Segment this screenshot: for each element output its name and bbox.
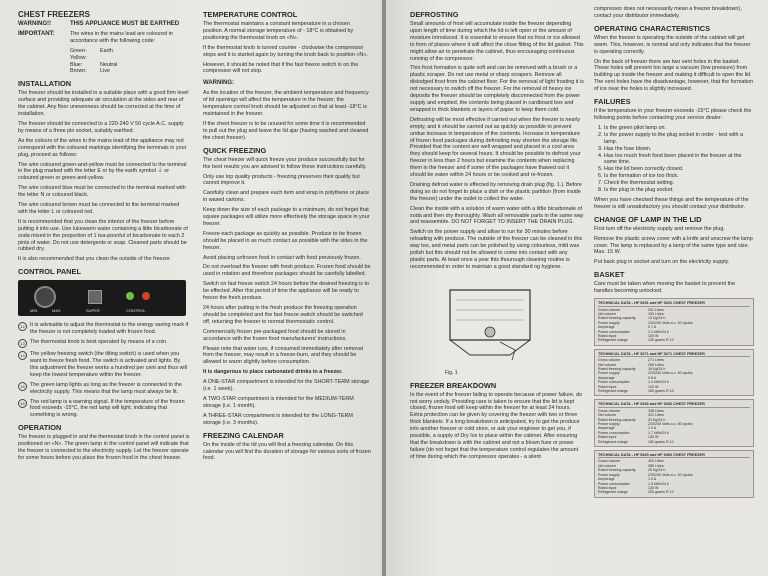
failure-item: 6. Is the formation of ice too thick. xyxy=(604,173,754,180)
spec-value: 120 W xyxy=(648,384,659,389)
failure-item: 8. Is the plug in the plug socket. xyxy=(604,187,754,194)
lamp-paragraph: Remove the plastic screw cover with a knife and unscrew the lamp cover. The lamp is replaced by a lamp of the same type and size. Max. 15 W. xyxy=(594,235,753,256)
failure-item: 2. Is the power supply to the plug socket in order - test with a lamp. xyxy=(604,132,754,146)
installation-paragraph: The freezer should be installed in a suitable place with a good firm level surface and providing adequate air circulation at the sides and rear of the cabinet. Any floor unevenness should be corrected at the time of installation. xyxy=(18,90,189,118)
installation-paragraph: The wire coloured brown must be connected to the terminal marked with the letter L or coloured red. xyxy=(18,202,180,215)
defrost-paragraph: Small amounts of frost will accumulate inside the freezer depending upon length of time during which the lid is left open or the amount of moisture introduced. It is essential to ensure that no frost or ice allowed to form of places where it will affect the close fitting of the lid gasket. This might allow air to penetrate the cabinet, thus encouraging continuous running of the compressor. xyxy=(410,21,584,62)
spec-label: Gross volume xyxy=(598,358,621,363)
spec-value: 23 Kg/24 h xyxy=(648,417,666,422)
technical-data-tables xyxy=(594,298,754,498)
spec-label: Refrigerant charge xyxy=(598,439,628,444)
spec-value: 1.9 kWh/24 h xyxy=(648,481,670,486)
operating-paragraph: On the back of freezer there are two vent holes in the basket. These holes will prevent too large a vacuum (low pressure) from building up inside the freezer and making it difficult to open the lid. The vent holes have the disadvantage, however, that the formation of ice near the holes is slightly increased. xyxy=(594,58,754,93)
right-column-1 xyxy=(410,6,584,464)
lamp-paragraph: First turn off the electricity supply and remove the plug. xyxy=(594,225,725,232)
note-text: It is advisable to adjust the thermostat to the energy saving mark if the freezer is not completely loaded with frozen food. xyxy=(30,322,189,336)
temp-paragraph: If the thermostat knob is turned counter - clockwise the compressor stops and it is started again by turning the knob back to position «N». xyxy=(203,44,368,58)
spec-value: 1.0 A xyxy=(648,477,657,482)
continued-text: compressor does not necessarily mean a freezer breakdown), contact your distributor immediately. xyxy=(594,6,742,19)
spec-value: 220/240 Volts a.c. 50 cycles xyxy=(648,422,693,427)
failure-item: 3. Has the fuse blown. xyxy=(604,146,754,153)
note-text: The yellow freezing switch (the tilting switch) is used when you want to freeze fresh food. The switch is activated and lights. By this adjustment the freezer works a hundred per cent and thus will keep the lowest temperature within the freezer. xyxy=(30,351,188,378)
warning-label: WARNING!! xyxy=(18,21,51,27)
spec-label: Power supply xyxy=(598,320,620,325)
note-text: The red lamp is a warning signal. If the temperature of the frozen food exceeds -15°C, the red lamp will light, indicating that something is wrong. xyxy=(30,398,185,419)
numbered-note xyxy=(18,351,190,379)
technical-data-table xyxy=(594,450,754,498)
spec-label: Power supply xyxy=(598,371,620,376)
defrost-paragraph: Switch on the power supply and allow to run for 30 minutes before reloading with produce. The outside of the freezer can be cleaned in this way too, and metal parts can be polished by using colourless, mild wax polish but this should not be allowed to come into contact with any plastic parts. At least once a year this thourough cleaning routine is recommended in order to maintain a good standard og hygiene. xyxy=(410,229,583,270)
note-number: 16 xyxy=(18,399,27,408)
document-title: CHEST FREEZERS xyxy=(18,10,91,19)
warning-paragraph: If the chest freezer is to be unused for some time it is recommended to pull out the plug and leave the lid ajar (having washed and cleaned the chest freezer). xyxy=(203,120,369,141)
spec-value: 322 Litres xyxy=(648,413,664,418)
spec-value: 18 Kg/24 h xyxy=(648,366,666,371)
spec-value: 1.4 kWh/24 h xyxy=(648,380,670,385)
spec-label: Power consumption xyxy=(598,430,630,435)
spec-label: Power consumption xyxy=(598,481,630,486)
spec-value: 130 grams R 12 xyxy=(648,338,674,343)
spec-label: Rated input xyxy=(598,384,617,389)
spec-label: Net volume xyxy=(598,362,617,367)
spec-value: 0.8 A xyxy=(648,375,657,380)
spec-value: 220/240 Volts a.c. 50 cycles xyxy=(648,472,693,477)
spec-value: 336 Litres xyxy=(648,408,664,413)
breakdown-text: In the event of the freezer failing to operate because of power failure, do not worry unduly. Providing care is taken to ensure that the lid is kept closed, frozen food will keep within the freezer for at least 24 hours. Extra protection can be given by covering the freezer with two or three thick blankets. If a long breakdown is anticipated, try to get the produce into another freezer or cold store, or ask your engineer to get you, if possible, a supply of Dry Ice to place within the cabinet. After ensuring that the breakdown is with the cabinet and not a blown fuse or power failure (do not forget that the temperature control regulates the amount of time during which the compressor operates - a silent xyxy=(410,391,583,460)
thermostat-knob-icon xyxy=(34,286,56,308)
spec-label: Rated input xyxy=(598,333,617,338)
numbered-note xyxy=(18,322,190,336)
failure-item: 1. Is the green pilot lamp on. xyxy=(604,125,754,132)
note-number: 12 xyxy=(18,322,27,331)
spec-label: Amperage xyxy=(598,325,615,330)
spec-value: 220/240 Volts a.c. 50 cycles xyxy=(648,371,693,376)
failure-item: 5. Has the lid been correctly closed. xyxy=(604,166,754,173)
spec-value: 26 Kg/24 h xyxy=(648,468,666,473)
spec-label: Refrigerant charge xyxy=(598,490,628,495)
left-column-1 xyxy=(18,6,190,465)
note-text: The thermostat knob is best operated by means of a coin. xyxy=(30,339,168,346)
failures-list xyxy=(604,125,754,194)
technical-data-title: TECHNICAL DATA - HF 5271 and HF 5271 CHEST FREEZER xyxy=(598,352,750,357)
operating-characteristics-heading: OPERATING CHARACTERISTICS xyxy=(594,23,711,33)
spec-label: Amperage xyxy=(598,477,615,482)
spec-value: 271 Litres xyxy=(648,358,664,363)
lamp-change-heading: CHANGE OF LAMP IN THE LID xyxy=(594,214,702,224)
warning-paragraph: As the location of the freezer, the ambient temperature and frequency of lid openings will affect the temperature in the freezer, the temperature control knob should be adjusted so that at least -18°C is maintained in the freezer. xyxy=(203,90,369,118)
spec-value: 105 W xyxy=(648,333,659,338)
installation-paragraph: The wire coloured blue must be connected to the terminal marked with the letter N or coloured black. xyxy=(18,185,186,199)
wire-name: Live xyxy=(100,68,110,75)
right-page xyxy=(386,0,768,576)
note-number: 15 xyxy=(18,382,27,391)
spec-label: Rated input xyxy=(598,435,617,440)
installation-paragraph: It is recommended that you clean the interior of the freezer before putting it into use. Use lukewarm water containing a little bicarbonate of soda mixed in the proportion of 1 tea-poonful of bicarbonate to each 2 pints of water. Do not use detergents or soap. Cleaned parts should be rubbed dry. xyxy=(18,218,188,253)
defrost-paragraph: Draining defrost water is effected by removing drain plug (fig. 1.). Before doing so do not forget to place a dish or the plastic partition (from inside the freezer) under the outlet to collect the water. xyxy=(410,181,582,202)
quick-paragraph: Switch on fast freeze switch 24 hours before the desired freezing is to be effected. After this period of time the appliance will be ready to freeze the fresh produce. xyxy=(203,281,369,302)
wire-name: Neutral xyxy=(100,61,118,68)
spec-value: 220/240 Volts a.c. 50 cycles xyxy=(648,320,693,325)
technical-data-table xyxy=(594,298,754,346)
note-text: The green lamp lights as long as the freezer is connected to the electricity supply. This means that the lamp must always be lit. xyxy=(30,381,182,395)
lamp-paragraph: Put back plug in socket and turn on the electricity supply. xyxy=(594,259,730,266)
warning-row xyxy=(18,21,190,28)
spec-value: 160 grams R 12 xyxy=(648,389,674,393)
spec-label: Rated freezing capacity xyxy=(598,468,636,473)
quick-paragraph: Avoid placing unfrozen food in contact with food previously frozen. xyxy=(203,254,361,261)
spec-label: Rated input xyxy=(598,485,617,490)
panel-label: CONTROL xyxy=(126,308,146,314)
basket-heading: BASKET xyxy=(594,270,625,280)
temp-paragraph: The thermostat maintains a constant temperature in a chosen position. A normal storage temperature of - 18°C is obtained by positioning the thermostat knob on «N». xyxy=(203,21,354,41)
spec-label: Power consumption xyxy=(598,329,630,334)
failure-item: 4. Has too much fresh food been placed in the freezer at the same time. xyxy=(604,153,754,167)
note-number: 13 xyxy=(18,339,27,348)
spec-value: 190 Litres xyxy=(648,311,664,316)
technical-data-row xyxy=(598,389,750,393)
spec-label: Rated freezing capacity xyxy=(598,366,636,371)
quick-paragraph: Do not overload the freezer with fresh produce. Frozen food should be used in rotation and therefore packages should be carefully labelled. xyxy=(203,264,371,278)
technical-data-row xyxy=(598,338,750,342)
spec-value: 385 Litres xyxy=(648,463,664,468)
technical-data-title: TECHNICAL DATA - HF 5400 and HF 5400 CHEST FREEZER xyxy=(598,453,750,458)
note-number: 14 xyxy=(18,351,27,360)
failures-intro: If the temperature in your freezer exceeds -15°C please check the following points before contacting your service dealer: xyxy=(594,108,752,121)
quick-paragraph: Only use top quality products - freezing preserves their quality but cannot improve it. xyxy=(203,173,360,187)
installation-heading: INSTALLATION xyxy=(18,79,72,89)
quick-paragraph: Carefully clean and prepare each item and wrap in polythene or place in waxed cartons. xyxy=(203,190,370,204)
spec-value: 1.0 A xyxy=(648,426,657,431)
warning-heading: WARNING: xyxy=(203,80,234,87)
technical-data-table xyxy=(594,349,754,397)
quick-paragraph: Freeze each package as quickly as possible. Produce to be frozen should be placed in as much contact as possible with the sides in the freezer. xyxy=(203,230,368,251)
spec-label: Net volume xyxy=(598,413,617,418)
left-column-2 xyxy=(203,6,371,465)
spec-label: Gross volume xyxy=(598,408,621,413)
defrost-paragraph: Clean the inside with a solution of warm water with a little bicarbonate of soda and then dry thoroughly. Wash all removable parts in the same way and reassemble. DO NOT FORGET TO INSERT THE DRAIN PLUG. xyxy=(410,205,584,226)
spec-value: 1.1 kWh/24 h xyxy=(648,329,670,334)
spec-label: Gross volume xyxy=(598,307,621,312)
quick-paragraph: Commercially frozen pre-packaged food should be stored in accordance with the frozen food manufacturers' instructions. xyxy=(203,328,347,342)
defrost-paragraph: Defrosting will be most effective if carried out when the freezer is nearly empty, and it should be carried out as quickly as possible to prevent undue increase in temperature of the contents. Increase in temperature of frozen food packages during defrosting may shorten the storage life. Provided that the content are well wrapped and placed in a cool area they should keep for several hours. It should be possible to defrost your freezer in less than 2 hours but examine the contents when replacing them in the freezer and if some of the packages have thawed out it should be eaten within 24 hours or be cooked and re-frozen. xyxy=(410,116,581,179)
spec-value: 130 W xyxy=(648,435,659,440)
freezer-breakdown-heading: FREEZER BREAKDOWN xyxy=(410,380,497,390)
important-text: The wires in the mains lead are coloured in accordance with the following code: xyxy=(70,30,173,44)
technical-data-title: TECHNICAL DATA - HF 5201 and HF 5201 CHEST FREEZER xyxy=(598,301,750,306)
installation-paragraph: It is also recommended that you clean the outside of the freezer. xyxy=(18,256,172,263)
figure-caption: Fig. 1 xyxy=(445,369,458,376)
wire-color: Brown: xyxy=(70,68,87,75)
defrost-paragraph: Thin frost formation is quite soft and can be removed with a brush or a plastic scraper. Do not use metal or sharp scrapers. Remove all dislodged frost from the cabinet floor. For the removal of light frosting it is not necessary to switch off the freezer. For the removal of heavy ice deposits the freezer should be completely disconnected from the power supply and emptied, the contents being placed in cardboard box and wrapped in thick blankets or layers of paper to keep them cold. xyxy=(410,65,584,113)
spec-value: 200 grams R 12 xyxy=(648,490,674,495)
wire-color-table xyxy=(70,48,190,76)
quick-paragraph: The chest freezer will quick freeze your produce successfully but for the best results you are advised to follow these instructions carefully. xyxy=(203,156,367,170)
quick-paragraph: A TWO-STAR compartment is intended for the MEDIUM-TERM storage (i.e. 1 month). xyxy=(203,395,354,409)
quick-paragraph: Please note that water ices, if consumed immediately after removal from the freezer, may result in a freeze-burn, and they should be allowed to warm slightly before consumption. xyxy=(203,345,363,366)
spec-label: Power consumption xyxy=(598,380,630,385)
quick-paragraph: A THREE-STAR compartment is intended for the LONG-TERM storage (i.e. 3 months). xyxy=(203,412,353,426)
left-page xyxy=(0,0,383,576)
spec-label: Net volume xyxy=(598,311,617,316)
spec-value: 400 Litres xyxy=(648,459,664,464)
wire-color: Green-Yellow: xyxy=(70,47,87,61)
failure-item: 7. Check the thermostat setting. xyxy=(604,180,754,187)
defrosting-heading: DEFROSTING xyxy=(410,10,459,19)
calendar-text: On the inside of the lid you will find a freezing calendar. On this calendar you will find the duration of storage for various sorts of frozen food. xyxy=(203,441,371,462)
control-panel-heading: CONTROL PANEL xyxy=(18,267,81,277)
operation-text: The freezer is plugged in and the thermostat knob in the control panel is positioned on «N». The green lamp in the control panel will indicate that the freezer is connected to the electricity supply. Let the freezer operate for some hours before you place the frozen food in the chest freezer. xyxy=(18,434,190,461)
important-label: IMPORTANT: xyxy=(18,30,55,37)
important-row xyxy=(18,31,190,45)
quick-paragraph: It is dangerous to place carbonated drinks in a freezer. xyxy=(203,369,343,376)
technical-data-table xyxy=(594,399,754,447)
freezing-calendar-heading: FREEZING CALENDAR xyxy=(203,430,284,440)
spec-label: Amperage xyxy=(598,375,615,380)
quick-paragraph: A ONE-STAR compartment is intended for the SHORT-TERM storage (i.e. 1 week). xyxy=(203,379,370,393)
spec-value: 135 W xyxy=(648,485,659,490)
freeze-switch-icon xyxy=(88,290,102,304)
numbered-note xyxy=(18,399,190,420)
installation-paragraph: The freezer should be connected to a 220-240 V 50 cycle A.C. supply by means of a three pin socket, suitably earthed. xyxy=(18,120,184,134)
spec-label: Rated freezing capacity xyxy=(598,417,636,422)
right-column-2 xyxy=(594,6,754,501)
failures-heading: FAILURES xyxy=(594,97,631,107)
wire-name: Earth xyxy=(100,47,113,54)
temp-paragraph: However, it should be noted that if the fast freeze switch is on the compressor will not stop. xyxy=(203,61,359,75)
spec-value: 1.7 kWh/24 h xyxy=(648,430,670,435)
operation-heading: OPERATION xyxy=(18,423,62,433)
technical-data-row xyxy=(598,490,750,494)
warning-text: THIS APPLIANCE MUST BE EARTHED xyxy=(70,21,180,27)
spec-label: Power supply xyxy=(598,422,620,427)
control-panel-illustration xyxy=(18,280,186,316)
installation-paragraph: The wire coloured green-and-yellow must be connected to the terminal in the plug marked with the letter E or by the earth symbol ⏚ or coloured green or green-and-yellow. xyxy=(18,161,187,182)
spec-value: 13 Kg/24 h xyxy=(648,316,666,321)
panel-label: SUPER xyxy=(86,308,100,314)
numbered-note xyxy=(18,382,190,396)
panel-label: MAX xyxy=(52,308,61,314)
technical-data-row xyxy=(598,440,750,444)
quick-freezing-heading: QUICK FREEZING xyxy=(203,145,267,155)
red-lamp-icon xyxy=(142,292,150,300)
spec-label: Gross volume xyxy=(598,459,621,464)
basket-text: Care must be taken when moving the basket to prevent the handles becoming unlocked. xyxy=(594,281,736,295)
drain-plug-figure xyxy=(440,280,540,365)
operating-paragraph: When the freezer is operating the outside of the cabinet will get warm. This, however, is normal and only indicates that the freezer is operating correctly. xyxy=(594,34,751,55)
quick-paragraph: Keep down the size of each package to a minimum, do not forget that square packages will utilize more effectively the storage space in your freezer. xyxy=(203,207,370,227)
failures-outro: When you have checked these things and the temperature of the freezer is still unsatisfactory you should contact your distributor. xyxy=(594,196,749,210)
installation-paragraph: As the colours of the wires in the mains lead of the appliance may not correspond with the coloured markings identifying the terminals in your plug, proceed as follows: xyxy=(18,137,187,158)
spec-label: Amperage xyxy=(598,426,615,431)
spec-label: Rated freezing capacity xyxy=(598,316,636,321)
spec-label: Net volume xyxy=(598,463,617,468)
spec-value: 180 grams R 12 xyxy=(648,439,674,444)
wire-color: Blue: xyxy=(70,61,83,68)
spec-value: 260 Litres xyxy=(648,362,664,367)
numbered-note xyxy=(18,339,190,348)
technical-data-title: TECHNICAL DATA - HF 5336 and HF 5336 CHEST FREEZER xyxy=(598,402,750,407)
temperature-control-heading: TEMPERATURE CONTROL xyxy=(203,10,298,19)
quick-paragraph: 24 hours after putting in the fresh produce the freezing operation should be completed and the fast freeze switch should be switched off, returning the freezer to normal thermostatic control. xyxy=(203,305,363,325)
spec-value: 201 Litres xyxy=(648,307,664,312)
spec-value: 0.7 A xyxy=(648,325,657,330)
spec-label: Power supply xyxy=(598,472,620,477)
spec-label: Refrigerant charge xyxy=(598,389,628,393)
spec-label: Refrigerant charge xyxy=(598,338,628,343)
panel-label: MIN xyxy=(30,308,38,314)
green-lamp-icon xyxy=(126,292,134,300)
